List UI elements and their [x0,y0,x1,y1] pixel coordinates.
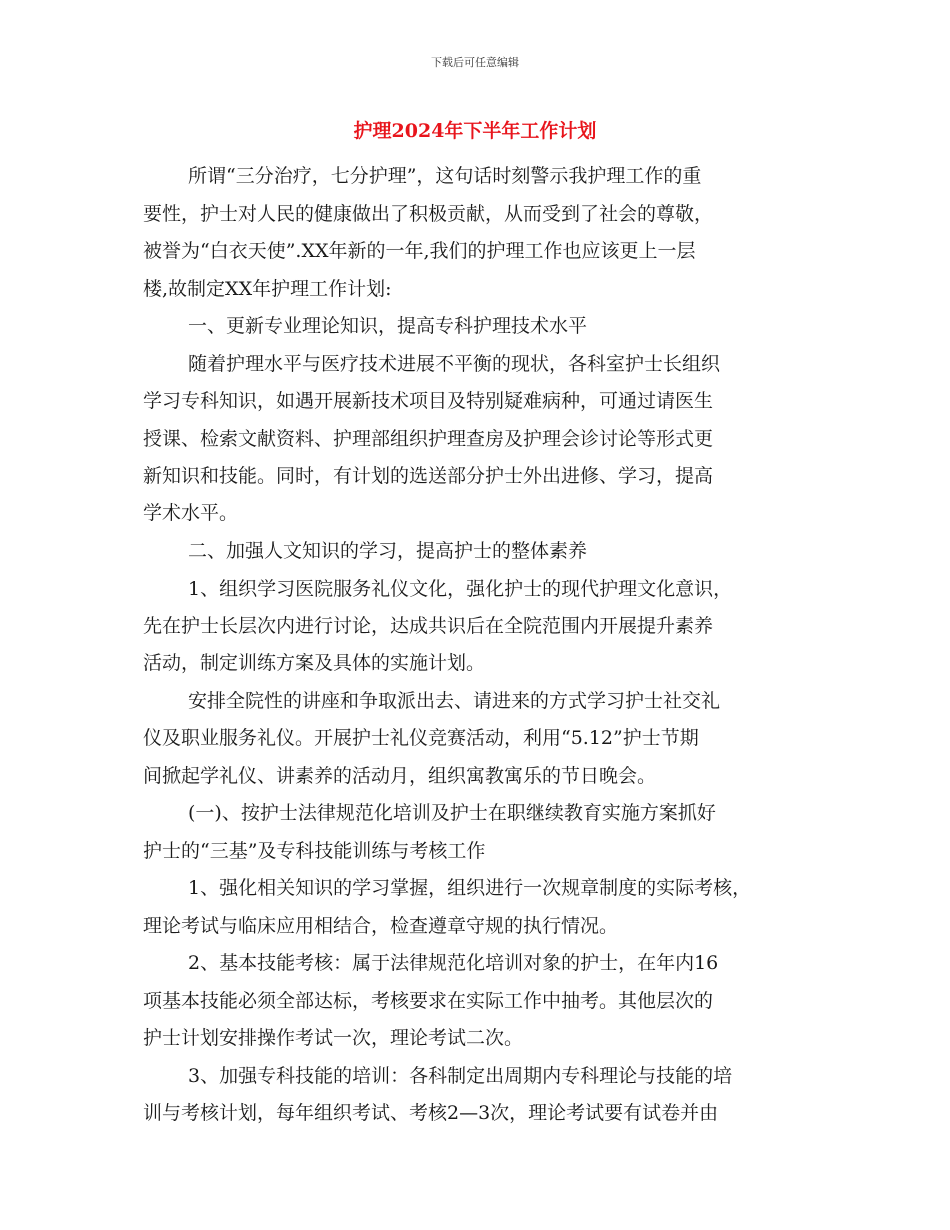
body-line: 先在护士长层次内进行讨论，达成共识后在全院范围内开展提升素养 [143,615,714,637]
subsection-heading: (一)、按护士法律规范化培训及护士在职继续教育实施方案抓好 [188,802,716,824]
body-line: 学术水平。 [143,502,239,524]
body-line: 活动，制定训练方案及具体的实施计划。 [143,652,486,674]
body-line: 新知识和技能。同时，有计划的选送部分护士外出进修、学习，提高 [143,465,714,487]
body-line: 1、组织学习医院服务礼仪文化，强化护士的现代护理文化意识， [188,578,733,600]
body-line: 授课、检索文献资料、护理部组织护理查房及护理会诊讨论等形式更 [143,428,714,450]
body-line: 随着护理水平与医疗技术进展不平衡的现状，各科室护士长组织 [188,353,721,375]
section-heading: 一、更新专业理论知识，提高专科护理技术水平 [188,315,588,337]
body-line: 项基本技能必须全部达标，考核要求在实际工作中抽考。其他层次的 [143,990,714,1012]
body-line: 理论考试与临床应用相结合，检查遵章守规的执行情况。 [143,915,619,937]
body-line: 间掀起学礼仪、讲素养的活动月，组织寓教寓乐的节日晚会。 [143,765,657,787]
section-heading: 二、加强人文知识的学习，提高护士的整体素养 [188,540,588,562]
body-line: 楼,故制定XX年护理工作计划: [143,278,392,300]
body-line: 被誉为“白衣天使”.XX年新的一年,我们的护理工作也应该更上一层 [143,240,696,262]
body-line: 3、加强专科技能的培训：各科制定出周期内专科理论与技能的培 [188,1065,733,1087]
body-line: 护士计划安排操作考试一次，理论考试二次。 [143,1027,524,1049]
header-note: 下载后可任意编辑 [431,56,519,69]
body-line: 护士的“三基”及专科技能训练与考核工作 [143,840,486,862]
body-line: 学习专科知识，如遇开展新技术项目及特别疑难病种，可通过请医生 [143,390,714,412]
body-line: 1、强化相关知识的学习掌握，组织进行一次规章制度的实际考核， [188,877,752,899]
body-line: 2、基本技能考核：属于法律规范化培训对象的护士，在年内16 [188,952,719,974]
document-title: 护理2024年下半年工作计划 [353,120,597,142]
body-line: 所谓“三分治疗，七分护理”，这句话时刻警示我护理工作的重 [188,165,702,187]
body-line: 安排全院性的讲座和争取派出去、请进来的方式学习护士社交礼 [188,690,721,712]
body-line: 要性，护士对人民的健康做出了积极贡献，从而受到了社会的尊敬， [143,203,714,225]
body-line: 训与考核计划，每年组织考试、考核2—3次，理论考试要有试卷并由 [143,1102,719,1124]
body-line: 仪及职业服务礼仪。开展护士礼仪竞赛活动，利用“5.12”护士节期 [143,727,699,749]
